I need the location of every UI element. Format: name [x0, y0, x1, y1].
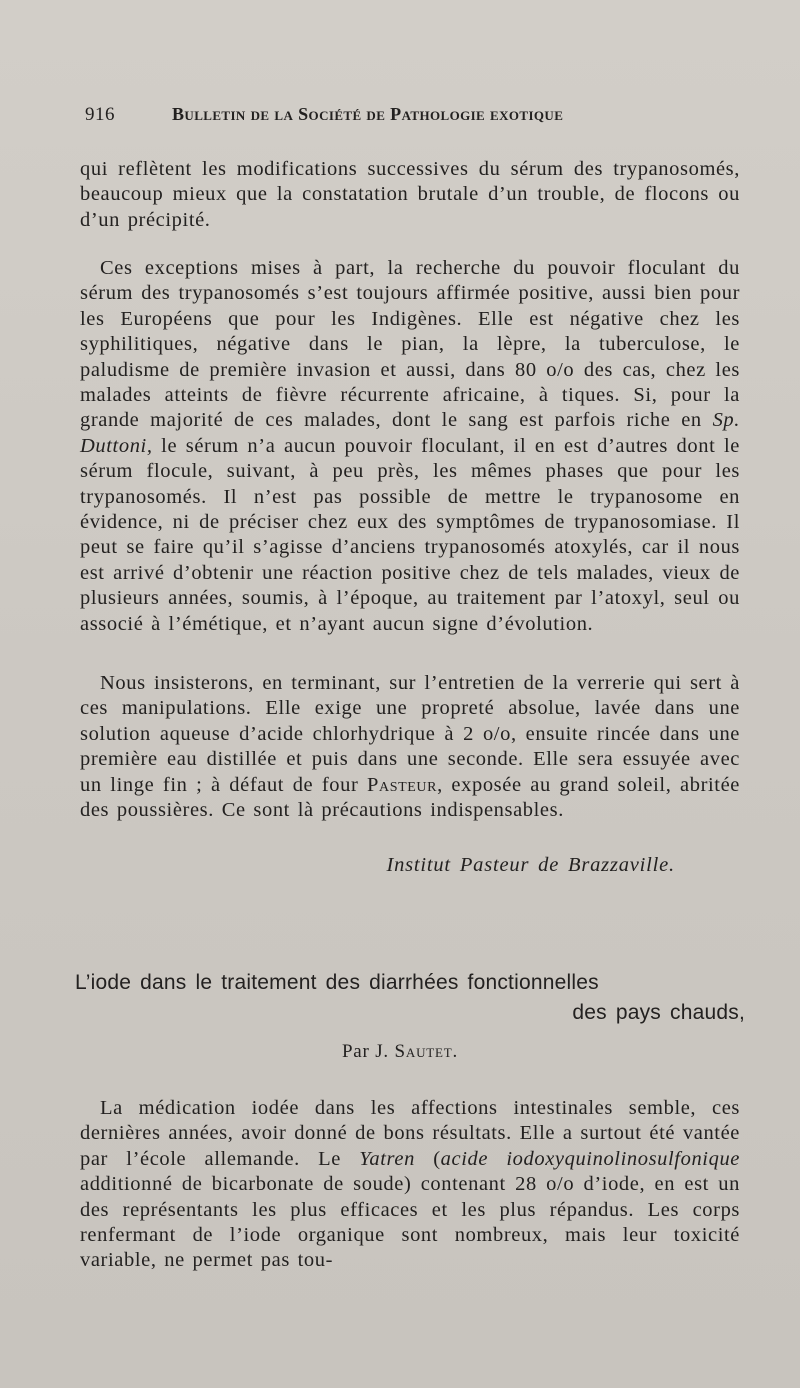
- title-line: des pays chauds,: [572, 1001, 745, 1024]
- paragraph-text: [80, 256, 740, 637]
- continued-paragraph: [80, 157, 740, 233]
- author-prefix: Par J.: [341, 1041, 395, 1062]
- paragraph-text: qui reflètent les modifications successives du sérum des trypanosomés, beaucoup mieux que la constatation brutale d’un trouble, de flocons ou d’un précipité.: [80, 158, 740, 231]
- chemical-name: acide iodoxyquinolinosulfonique: [440, 1147, 741, 1170]
- paragraph-text: [80, 671, 740, 823]
- glassware-paragraph: [80, 671, 740, 823]
- title-line: L’iode dans le traitement des diarrhées fonctionnelles: [75, 971, 599, 994]
- journal-title: Bulletin de la Société de Pathologie exotique: [172, 104, 564, 124]
- proper-name: Pasteur: [367, 773, 438, 796]
- running-head: [85, 104, 745, 130]
- drug-name: Yatren: [359, 1147, 415, 1170]
- text-run: (: [414, 1147, 441, 1170]
- article-title: [75, 968, 745, 1028]
- species-name: Sp. Duttoni,: [80, 409, 740, 457]
- institution-signature: Institut Pasteur de Brazzaville.: [386, 854, 675, 876]
- page-number: 916: [85, 104, 115, 125]
- article-paragraph: [80, 1096, 740, 1274]
- text-run: La médication iodée dans les affections intestinales semble, ces dernières années, avoir donné de bons résultats. Elle a surtout été vantée par l’école allemande. Le: [80, 1097, 740, 1170]
- text-run: le sérum n’a aucun pouvoir floculant, il en est d’autres dont le sérum flocule, suivant, à peu près, les mêmes phases que pour les trypanosomés. Il n’est pas possible de mettre le trypanosome en évidence, ni de préciser chez eux des symptômes de trypanosomiase. Il peut se faire qu’il s’agisse d’anciens trypanosomés atoxylés, car il nous est arrivé d’obtenir une réaction positive chez de tels malades, vieux de plusieurs années, soumis, à l’époque, au traitement par l’atoxyl, seul ou associé à l’émétique, et n’ayant aucun signe d’évolution.: [80, 434, 740, 635]
- article-author: [0, 1041, 800, 1063]
- author-name: Sautet.: [394, 1041, 459, 1062]
- text-run: Nous insisterons, en terminant, sur l’entretien de la verrerie qui sert à ces manipulations. Elle exige une propreté absolue, lavée dans une solution aqueuse d’acide chlorhydrique à 2 o/o, ensuite rincée dans une première eau distillée et puis dans une seconde. Elle sera essuyée avec un linge fin ; à défaut de four: [80, 672, 740, 796]
- paragraph-text: [80, 1096, 740, 1274]
- results-paragraph: [80, 256, 740, 637]
- text-run: additionné de bicarbonate de soude) contenant 28 o/o d’iode, en est un des représentants les plus efficaces et les plus répandus. Les corps renfermant de l’iode organique sont nombreux, mais leur toxicité variable, ne permet pas tou-: [80, 1173, 740, 1272]
- text-run: , exposée au grand soleil, abritée des poussières. Ce sont là précautions indispensables.: [80, 773, 740, 822]
- text-run: Ces exceptions mises à part, la recherche du pouvoir floculant du sérum des trypanosomés s’est toujours affirmée positive, aussi bien pour les Européens que pour les Indigènes. Elle est négative chez les syphilitiques, négative dans le pian, la lèpre, la tuberculose, le paludisme de première invasion et aussi, dans 80 o/o des cas, chez les malades atteints de fièvre récurrente africaine, à tiques. Si, pour la grande majorité de ces malades, dont le sang est parfois riche en: [80, 257, 740, 432]
